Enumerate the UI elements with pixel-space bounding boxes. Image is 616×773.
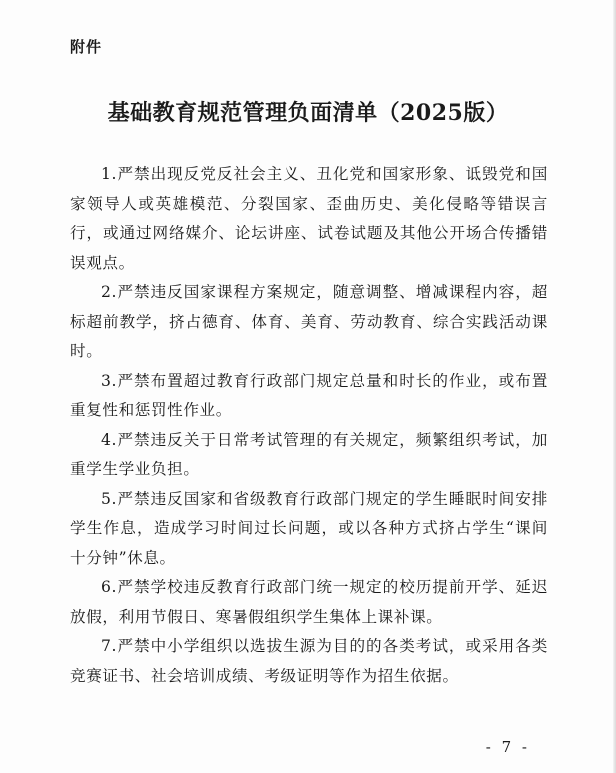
attachment-label: 附件 [70,38,103,56]
document-title: 基础教育规范管理负面清单（2025版） [107,100,509,126]
list-item-7: 7.严禁中小学组织以选拔生源为目的的各类考试，或采用各类竞赛证书、社会培训成绩、考级证明等作为招生依据。 [70,637,548,685]
list-item-1: 1.严禁出现反党反社会主义、丑化党和国家形象、诋毁党和国家领导人或英雄模范、分裂国家、歪曲历史、美化侵略等错误言行，或通过网络媒介、论坛讲座、试卷试题及其他公开场合传播错误观点。 [70,165,548,272]
page-number: - 7 - [485,738,530,756]
list-item-6: 6.严禁学校违反教育行政部门统一规定的校历提前开学、延迟放假，利用节假日、寒暑假组织学生集体上课补课。 [70,578,548,626]
list-item-4: 4.严禁违反关于日常考试管理的有关规定，频繁组织考试，加重学生学业负担。 [70,430,548,478]
document-body [70,160,548,691]
list-item-5: 5.严禁违反国家和省级教育行政部门规定的学生睡眠时间安排学生作息，造成学习时间过长问题，或以各种方式挤占学生“课间十分钟”休息。 [70,489,548,567]
list-item-2: 2.严禁违反国家课程方案规定，随意调整、增减课程内容，超标超前教学，挤占德育、体育、美育、劳动教育、综合实践活动课时。 [70,283,548,360]
list-item-3: 3.严禁布置超过教育行政部门规定总量和时长的作业，或布置重复性和惩罚性作业。 [70,371,548,419]
